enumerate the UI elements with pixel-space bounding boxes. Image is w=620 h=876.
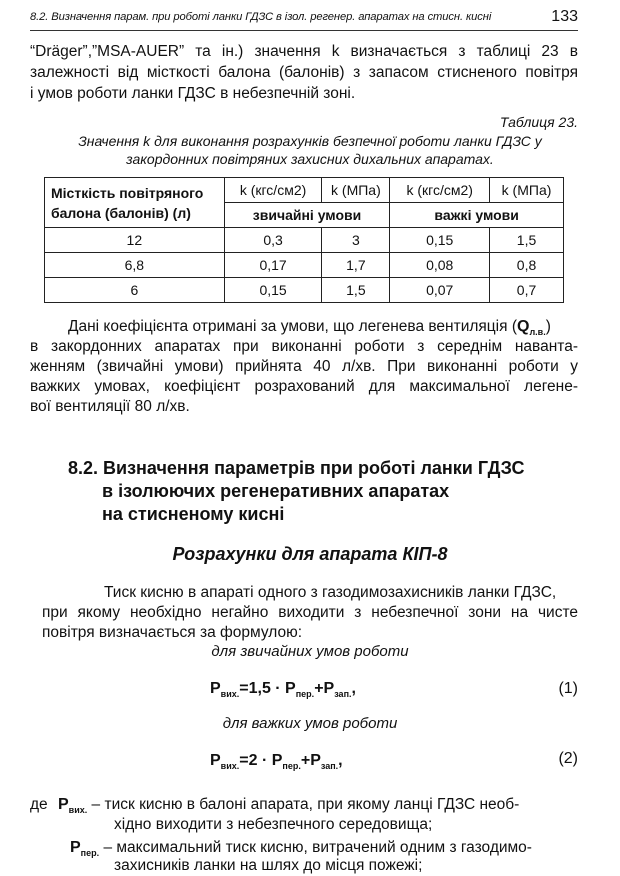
paragraph2-line-1-text: Дані коефіцієнта отримані за умови, що легенева вентиляція (	[68, 318, 517, 335]
paragraph2-line-5: вої вентиляції 80 л/хв.	[30, 398, 190, 415]
symbol-p-per: $P_{пер.}$	[70, 839, 100, 859]
running-header	[30, 8, 578, 31]
table-cell: 3	[322, 228, 390, 253]
paragraph3-line-2: при якому необхідно негайно виходити з небезпечної зони на чисте	[42, 604, 578, 621]
where-word: де	[30, 796, 48, 813]
column-header: k (кгс/см2)	[224, 178, 322, 203]
group-hard-conditions: важкі умови	[390, 203, 564, 228]
table-caption-line-2: закордонних повітряних захисних дихальних апаратах.	[126, 151, 494, 167]
table-cell: 1,7	[322, 253, 390, 278]
section-heading-line-2: в ізолюючих регенеративних апаратах	[102, 481, 450, 501]
table-cell: 0,15	[224, 278, 322, 303]
intro-line-2: залежності від місткості балона (балонів) з запасом стисненого повітря	[30, 64, 578, 81]
column-header: k (МПа)	[490, 178, 564, 203]
table-header-row	[45, 178, 564, 203]
table-label: Таблиця 23.	[499, 114, 578, 130]
paragraph2-line-2: в закордонних апаратах при виконанні роботи з середнім наванта-	[30, 338, 578, 355]
table-cell: 0,8	[490, 253, 564, 278]
section-heading-line-3: на стисненому кисні	[102, 504, 285, 524]
table-cell: 1,5	[322, 278, 390, 303]
column-header: k (кгс/см2)	[390, 178, 490, 203]
section-heading-line-1: 8.2. Визначення параметрів при роботі ланки ГДЗС	[68, 458, 525, 478]
table-cell: 0,7	[490, 278, 564, 303]
lung-ventilation-symbol: $Q_{л.в.}$	[517, 318, 546, 338]
intro-line-1: “Dräger”,”MSA-AUER” та ін.) значення k визначається з таблиці 23 в	[30, 43, 578, 60]
coefficient-table	[44, 177, 564, 303]
paragraph3-line-3: повітря визначається за формулою:	[42, 624, 303, 641]
formula-1: $P_{вих.}=1,5 \cdot P_{пер.}+P_{зап.}$,	[210, 680, 356, 700]
formula-1-number: (1)	[558, 680, 578, 697]
section-heading	[68, 457, 524, 526]
capacity-header	[45, 178, 225, 228]
table-cell: 0,08	[390, 253, 490, 278]
capacity-header-line-1: Місткість повітряного	[51, 184, 204, 201]
table-caption-line-1: Значення k для виконання розрахунків безпечної роботи ланки ГДЗС у	[78, 133, 542, 149]
table-cell: 6	[45, 278, 225, 303]
table-row	[45, 228, 564, 253]
paragraph2-line-3: женням (звичайні умови) прийнята 40 л/хв. При виконанні роботи у	[30, 358, 578, 375]
table-cell: 1,5	[490, 228, 564, 253]
column-header: k (МПа)	[322, 178, 390, 203]
page-number: 133	[551, 8, 578, 25]
table-cell: 0,07	[390, 278, 490, 303]
intro-line-3: і умов роботи ланки ГДЗС в небезпечній зоні.	[30, 85, 356, 102]
paragraph3-line-1: Тиск кисню в апараті одного з газодимозахисників ланки ГДЗС,	[104, 584, 557, 601]
table-cell: 0,15	[390, 228, 490, 253]
table-cell: 0,17	[224, 253, 322, 278]
formula-2-number: (2)	[558, 750, 578, 767]
where-item-2-line-1: – максимальний тиск кисню, витрачений одним з газодимо-	[103, 839, 532, 856]
table-row	[45, 253, 564, 278]
formula-1-label: для звичайних умов роботи	[211, 643, 409, 660]
subheading: Розрахунки для апарата КІП-8	[172, 544, 448, 564]
where-item-1-line-1: – тиск кисню в балоні апарата, при якому ланці ГДЗС необ-	[91, 796, 520, 813]
table-cell: 0,3	[224, 228, 322, 253]
paragraph2-line-4: важких умовах, коефіцієнт розрахований для максимальної легене-	[30, 378, 578, 395]
paragraph2-line-1-end: )	[545, 318, 551, 335]
group-normal-conditions: звичайні умови	[224, 203, 390, 228]
formula-2: $P_{вих.}=2 \cdot P_{пер.}+P_{зап.}$,	[210, 752, 343, 772]
table-cell: 12	[45, 228, 225, 253]
table-cell: 6,8	[45, 253, 225, 278]
running-title: 8.2. Визначення парам. при роботі ланки ГДЗС в ізол. регенер. апаратах на стисн. кисні	[30, 11, 492, 23]
formula-2-label: для важких умов роботи	[222, 715, 398, 732]
capacity-header-line-2: балона (балонів) (л)	[51, 204, 191, 221]
symbol-p-out: $P_{вих.}$	[57, 796, 88, 816]
where-item-1-line-2: хідно виходити з небезпечного середовища;	[114, 816, 433, 833]
table-row	[45, 278, 564, 303]
where-item-2-line-2: захисників ланки на шлях до місця пожежі;	[114, 857, 423, 874]
